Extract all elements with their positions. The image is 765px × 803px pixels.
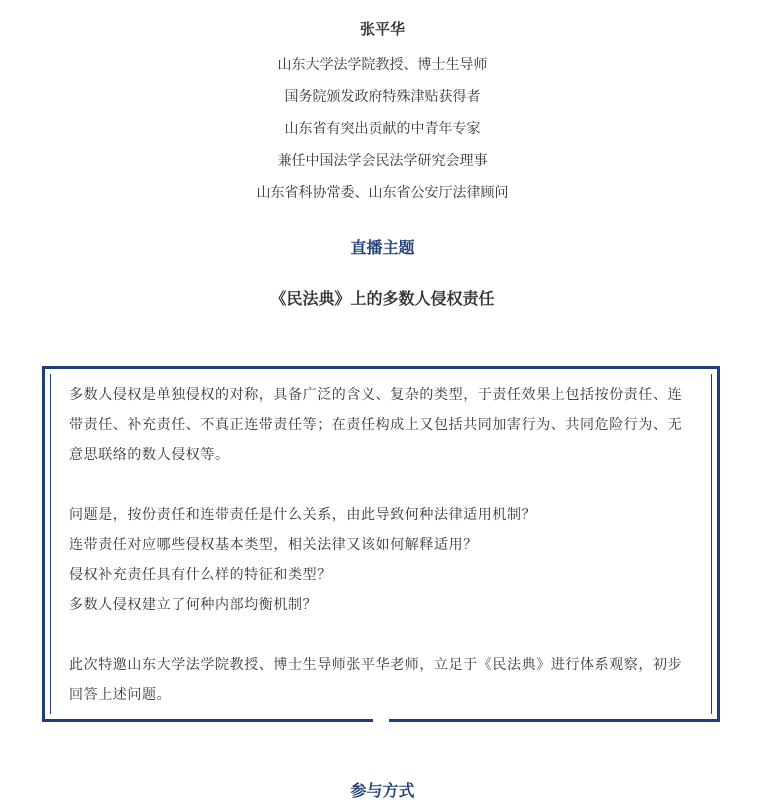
frame-bottom-right-line [389,719,720,722]
topic-section-heading: 直播主题 [350,238,415,257]
bio-line: 国务院颁发政府特殊津贴获得者 [284,89,481,105]
join-section-heading: 参与方式 [350,781,415,800]
paragraph-spacer [69,620,695,650]
question-line: 问题是，按份责任和连带责任是什么关系，由此导致何种法律适用机制？ [69,507,537,523]
invitation-paragraph: 此次特邀山东大学法学院教授、博士生导师张平华老师，立足于《民法典》进行体系观察，初步回答上述问题。 [69,657,683,703]
bio-line: 兼任中国法学会民法学研究会理事 [277,153,488,169]
speaker-bio-list [0,49,765,209]
intro-paragraph: 多数人侵权是单独侵权的对称，具备广泛的含义、复杂的类型，于责任效果上包括按份责任、连带责任、补充责任、不真正连带责任等；在责任构成上又包括共同加害行为、共同危险行为、无意思联络的数人侵权等。 [69,387,683,463]
frame-inner-right-line [711,374,712,714]
intro-text [69,380,695,710]
bio-line: 山东省有突出贡献的中青年专家 [284,121,481,137]
bio-line: 山东省科协常委、山东省公安厅法律顾问 [256,185,509,201]
frame-bottom-left-line [42,719,373,722]
bio-line: 山东大学法学院教授、博士生导师 [277,57,488,73]
topic-title: 《民法典》上的多数人侵权责任 [270,289,495,308]
frame-inner-left-line [50,374,51,714]
paragraph-spacer [69,470,695,500]
question-line: 多数人侵权建立了何种内部均衡机制？ [69,597,318,613]
intro-frame [42,366,720,722]
question-line: 侵权补充责任具有什么样的特征和类型？ [69,567,332,583]
question-line: 连带责任对应哪些侵权基本类型，相关法律又该如何解释适用？ [69,537,478,553]
speaker-name: 张平华 [359,20,405,38]
